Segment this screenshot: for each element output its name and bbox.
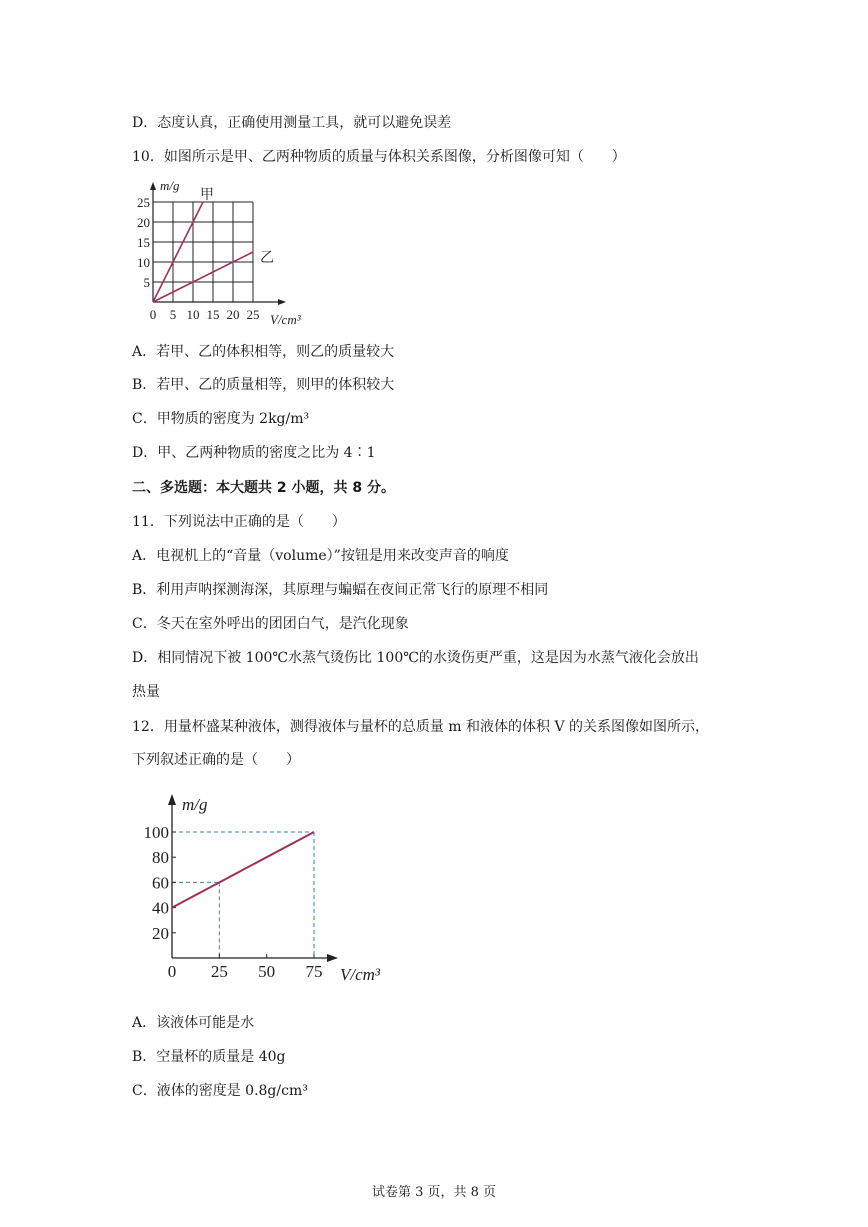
x-tick-label: 15	[206, 307, 220, 322]
q12-option-a: A．该液体可能是水	[132, 1015, 255, 1031]
x-axis-label: V/cm³	[270, 312, 301, 327]
q10-option-c: C．甲物质的密度为 2kg/m³	[132, 411, 310, 427]
section-title: 二、多选题：本大题共 2 小题，共 8 分。	[132, 480, 395, 496]
x-axis-label: V/cm³	[340, 965, 381, 984]
y-tick-label: 60	[152, 873, 169, 893]
x-tick-label: 20	[226, 307, 240, 322]
q11-option-a: A．电视机上的“音量（volume）”按钮是用来改变声音的响度	[132, 548, 509, 564]
x-tick-label: 0	[149, 307, 157, 322]
series-line-2	[153, 252, 253, 302]
q9-option-d: D．态度认真，正确使用测量工具，就可以避免误差	[132, 115, 452, 131]
q10-chart	[132, 178, 322, 330]
x-tick-label: 50	[258, 962, 276, 981]
x-tick-label: 25	[210, 962, 228, 981]
y-tick-label: 100	[143, 823, 169, 842]
q11-stem: 11．下列说法中正确的是（ ）	[132, 514, 346, 530]
q10-option-a: A．若甲、乙的体积相等，则乙的质量较大	[132, 344, 395, 360]
q10-option-b: B．若甲、乙的质量相等，则甲的体积较大	[132, 377, 395, 393]
y-tick-label: 10	[137, 255, 150, 270]
y-tick-label: 20	[152, 923, 169, 943]
x-axis-arrow	[327, 954, 338, 962]
x-axis-arrow	[278, 299, 286, 305]
q11-option-d: D．相同情况下被 100℃水蒸气烫伤比 100℃的水烫伤更严重，这是因为水蒸气液化会放出	[132, 650, 699, 666]
y-tick-label: 5	[143, 275, 150, 290]
y-tick-label: 80	[152, 848, 169, 868]
q11-option-c: C．冬天在室外呼出的团团白气，是汽化现象	[132, 616, 409, 632]
y-axis-label: m/g	[160, 178, 180, 193]
x-tick-label: 0	[167, 962, 177, 981]
q10-stem: 10．如图所示是甲、乙两种物质的质量与体积关系图像，分析图像可知（ ）	[132, 149, 626, 165]
y-tick-label: 40	[152, 898, 169, 918]
page-footer: 试卷第 3 页，共 8 页	[371, 1185, 497, 1200]
q12-option-c: C．液体的密度是 0.8g/cm³	[132, 1083, 308, 1099]
q12-stem-line1: 12．用量杯盛某种液体，测得液体与量杯的总质量 m 和液体的体积 V 的关系图像如图所示，	[132, 719, 709, 735]
q12-stem-line2: 下列叙述正确的是（ ）	[132, 752, 300, 768]
x-tick-label: 5	[169, 307, 177, 322]
series-label: 乙	[260, 251, 274, 266]
x-tick-label: 25	[246, 307, 260, 322]
q11-option-d-cont: 热量	[132, 684, 160, 700]
q12-chart	[132, 790, 402, 995]
y-tick-label: 25	[137, 195, 150, 210]
x-tick-label: 75	[305, 962, 323, 981]
series-label: 甲	[200, 188, 214, 203]
y-tick-label: 15	[137, 235, 150, 250]
y-axis-arrow	[150, 182, 156, 190]
y-tick-label: 20	[137, 215, 150, 230]
q10-option-d: D．甲、乙两种物质的密度之比为 4∶1	[132, 445, 376, 461]
series-line-1	[172, 832, 314, 908]
y-axis-label: m/g	[182, 795, 208, 814]
q12-option-b: B．空量杯的质量是 40g	[132, 1049, 286, 1065]
series-line-1	[153, 202, 203, 302]
y-axis-arrow	[168, 794, 176, 805]
q11-option-b: B．利用声呐探测海深，其原理与蝙蝠在夜间正常飞行的原理不相同	[132, 582, 549, 598]
x-tick-label: 10	[186, 307, 200, 322]
